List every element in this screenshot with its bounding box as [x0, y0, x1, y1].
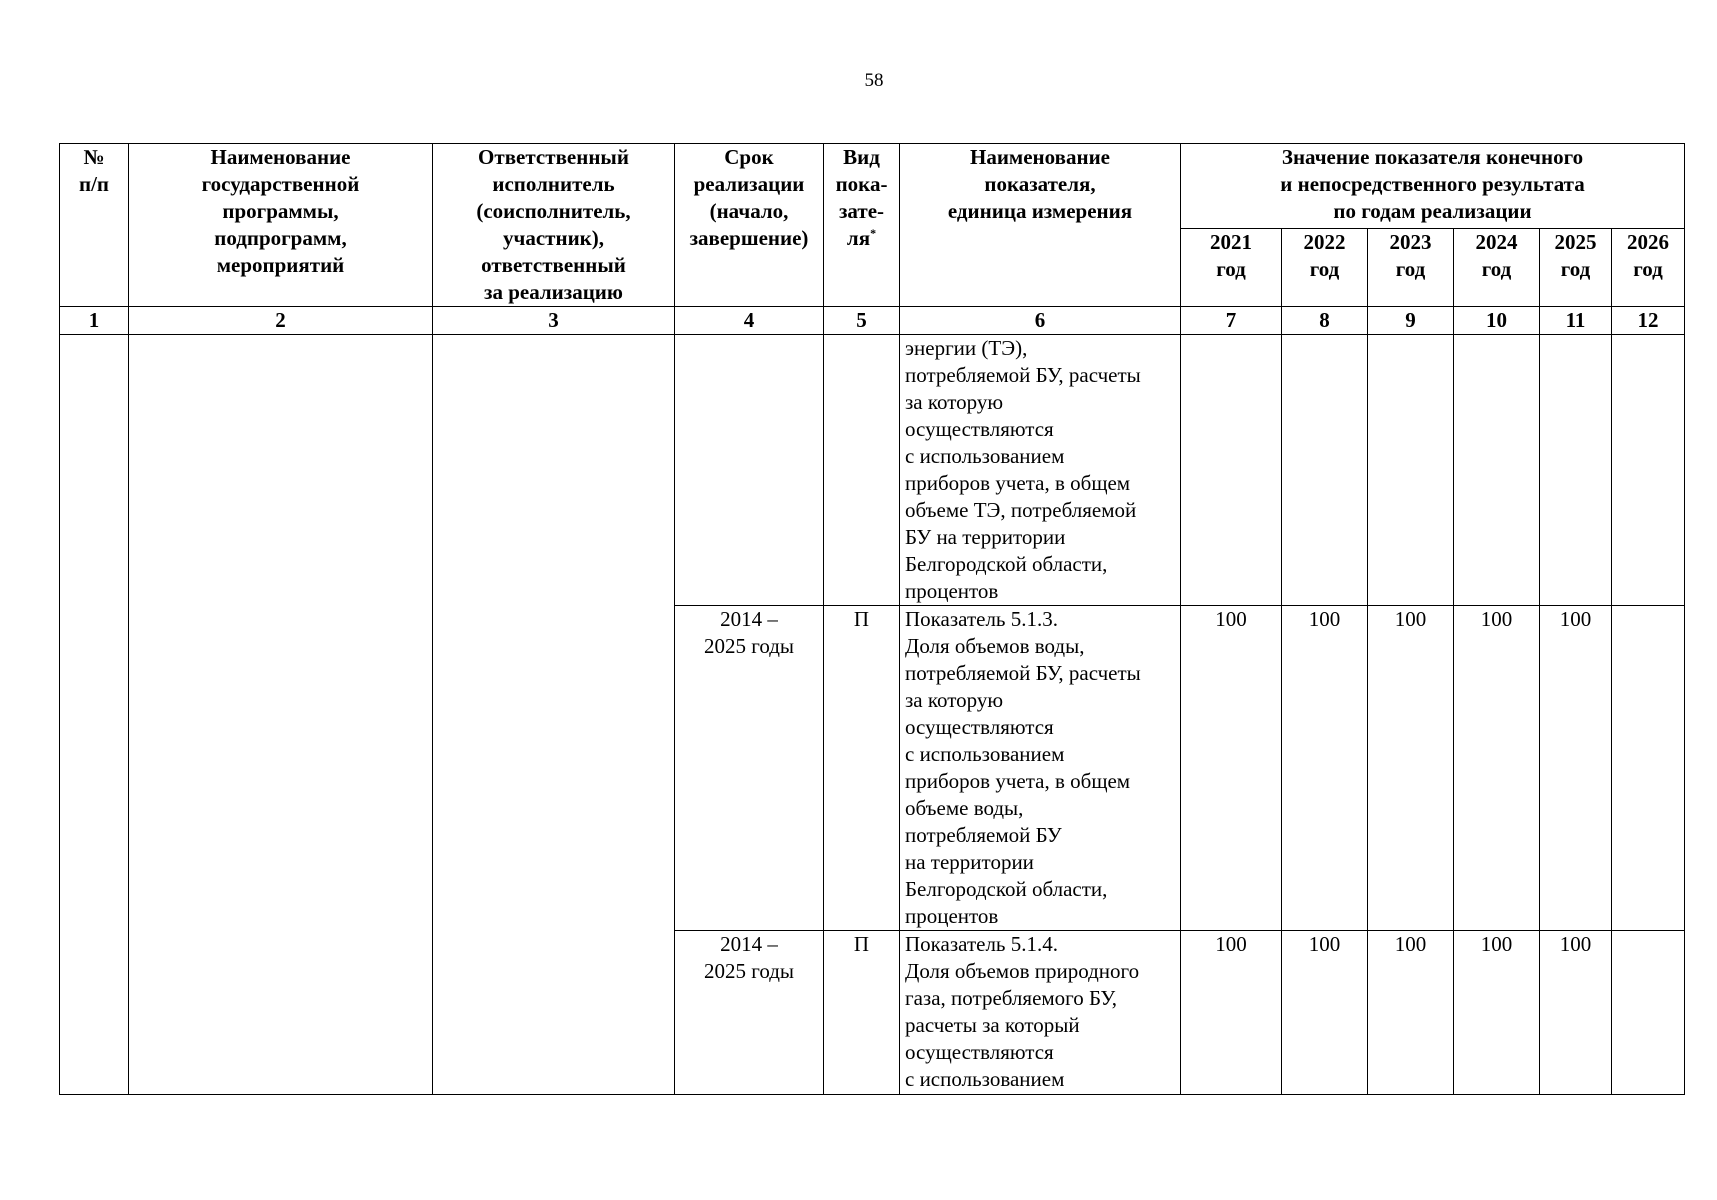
cell-value-2024 [1454, 335, 1540, 606]
cell-value-2026 [1612, 931, 1685, 1095]
column-number: 9 [1368, 307, 1454, 335]
table-row [60, 335, 1685, 606]
cell-term [675, 335, 824, 606]
cell-indicator: энергии (ТЭ), потребляемой БУ, расчеты за которую осуществляются с использованием приборов учета, в общем объеме ТЭ, потребляемой БУ на территории Белгородской области, процентов [900, 335, 1181, 606]
cell-value-2022 [1282, 335, 1368, 606]
header-indicator-name: Наименование показателя, единица измерения [900, 144, 1181, 307]
column-number: 11 [1540, 307, 1612, 335]
cell-value-2022: 100 [1282, 606, 1368, 931]
header-values-group: Значение показателя конечного и непосредственного результата по годам реализации [1181, 144, 1685, 229]
cell-value-2023: 100 [1368, 931, 1454, 1095]
cell-value-2023: 100 [1368, 606, 1454, 931]
header-year-2021: 2021 год [1181, 229, 1282, 307]
header-program-name: Наименование государственной программы, подпрограмм, мероприятий [129, 144, 433, 307]
cell-value-2022: 100 [1282, 931, 1368, 1095]
cell-value-2025: 100 [1540, 606, 1612, 931]
cell-term: 2014 – 2025 годы [675, 606, 824, 931]
cell-value-2025: 100 [1540, 931, 1612, 1095]
cell-indicator: Показатель 5.1.3. Доля объемов воды, потребляемой БУ, расчеты за которую осуществляются с использованием приборов учета, в общем объеме воды, потребляемой БУ на территории Белгородской области, процентов [900, 606, 1181, 931]
cell-value-2021 [1181, 335, 1282, 606]
header-indicator-type [824, 144, 900, 307]
column-number-row [60, 307, 1685, 335]
header-responsible: Ответственный исполнитель (соисполнитель, участник), ответственный за реализацию [433, 144, 675, 307]
indicator-table [59, 143, 1685, 1095]
column-number: 7 [1181, 307, 1282, 335]
header-year-2025: 2025 год [1540, 229, 1612, 307]
cell-value-2021: 100 [1181, 606, 1282, 931]
header-indicator-type-text: Вид пока- зате- ля [835, 145, 888, 250]
header-year-2022: 2022 год [1282, 229, 1368, 307]
cell-value-2026 [1612, 335, 1685, 606]
cell-value-2025 [1540, 335, 1612, 606]
page-number: 58 [864, 70, 884, 91]
column-number: 3 [433, 307, 675, 335]
footnote-mark: * [870, 226, 877, 240]
cell-value-2021: 100 [1181, 931, 1282, 1095]
cell-indicator: Показатель 5.1.4. Доля объемов природного газа, потребляемого БУ, расчеты за который осуществляются с использованием [905, 932, 1140, 1091]
cell-indicator-container [900, 931, 1181, 1095]
cell-value-2024: 100 [1454, 606, 1540, 931]
header-number: № п/п [60, 144, 129, 307]
cell-type: П [824, 931, 900, 1095]
column-number: 1 [60, 307, 129, 335]
header-term: Срок реализации (начало, завершение) [675, 144, 824, 307]
column-number: 6 [900, 307, 1181, 335]
column-number: 5 [824, 307, 900, 335]
cell-value-2026 [1612, 606, 1685, 931]
header-year-2023: 2023 год [1368, 229, 1454, 307]
header-year-2026: 2026 год [1612, 229, 1685, 307]
cell-type [824, 335, 900, 606]
column-number: 10 [1454, 307, 1540, 335]
cell-number-empty [60, 335, 129, 1095]
header-year-2024: 2024 год [1454, 229, 1540, 307]
cell-type: П [824, 606, 900, 931]
column-number: 2 [129, 307, 433, 335]
column-number: 12 [1612, 307, 1685, 335]
cell-value-2023 [1368, 335, 1454, 606]
column-number: 8 [1282, 307, 1368, 335]
cell-responsible-empty [433, 335, 675, 1095]
column-number: 4 [675, 307, 824, 335]
cell-value-2024: 100 [1454, 931, 1540, 1095]
cell-program-empty [129, 335, 433, 1095]
cell-term: 2014 – 2025 годы [675, 931, 824, 1095]
